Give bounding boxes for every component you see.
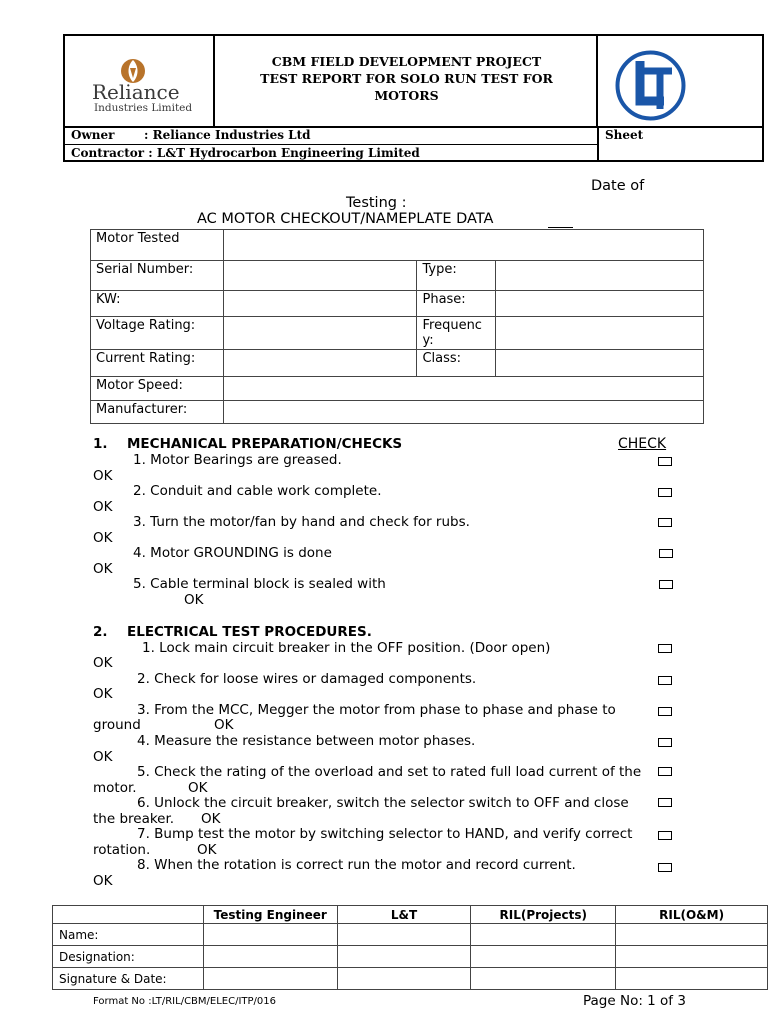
mech-item-4: 4. Motor GROUNDING is done xyxy=(133,545,332,561)
signoff-row-designation: Designation: xyxy=(53,946,204,968)
elec-item-4-checkbox[interactable] xyxy=(658,738,672,747)
current-rating-field[interactable] xyxy=(223,350,417,377)
main-title: AC MOTOR CHECKOUT/NAMEPLATE DATA xyxy=(197,211,494,227)
mech-item-2-checkbox[interactable] xyxy=(658,488,672,497)
elec-item-2-ok: OK xyxy=(93,686,113,702)
mech-item-3: 3. Turn the motor/fan by hand and check for rubs. xyxy=(133,514,470,530)
serial-number-label: Serial Number: xyxy=(91,261,224,291)
elec-item-8: 8. When the rotation is correct run the motor and record current. xyxy=(137,857,576,873)
signoff-cell[interactable] xyxy=(337,924,471,946)
elec-item-7-rotation: rotation. xyxy=(93,842,151,858)
signoff-cell[interactable] xyxy=(203,924,337,946)
elec-item-4-ok: OK xyxy=(93,749,113,765)
sheet-label: Sheet xyxy=(605,128,644,142)
signoff-cell[interactable] xyxy=(337,946,471,968)
elec-item-3-checkbox[interactable] xyxy=(658,707,672,716)
header-divider-owner xyxy=(63,144,598,145)
frequency-label-line-2: y: xyxy=(422,333,434,348)
signoff-col-ril-projects: RIL(Projects) xyxy=(471,906,616,924)
signoff-cell[interactable] xyxy=(203,968,337,990)
type-field[interactable] xyxy=(496,261,704,291)
motor-tested-label: Motor Tested xyxy=(91,230,224,261)
mech-item-1: 1. Motor Bearings are greased. xyxy=(133,452,342,468)
section1-number: 1. xyxy=(93,436,108,452)
signoff-cell[interactable] xyxy=(337,968,471,990)
elec-item-1-checkbox[interactable] xyxy=(658,644,672,653)
manufacturer-field[interactable] xyxy=(223,401,703,424)
class-field[interactable] xyxy=(496,350,704,377)
elec-item-6-ok: OK xyxy=(201,811,221,827)
signoff-cell[interactable] xyxy=(471,946,616,968)
page-number: Page No: 1 of 3 xyxy=(583,993,686,1009)
signoff-cell[interactable] xyxy=(616,924,768,946)
class-label: Class: xyxy=(417,350,496,377)
date-label-line-2: Testing : xyxy=(346,195,407,211)
frequency-label xyxy=(417,317,496,350)
lt-logo-icon xyxy=(614,49,687,122)
elec-item-8-ok: OK xyxy=(93,873,113,889)
phase-label: Phase: xyxy=(417,291,496,317)
elec-item-2-checkbox[interactable] xyxy=(658,676,672,685)
elec-item-7: 7. Bump test the motor by switching selector to HAND, and verify correct xyxy=(137,826,633,842)
elec-item-7-checkbox[interactable] xyxy=(658,831,672,840)
date-label-line-1: Date of xyxy=(591,178,645,194)
mech-item-2: 2. Conduit and cable work complete. xyxy=(133,483,382,499)
report-title-line-3: MOTORS xyxy=(374,88,439,103)
check-column-header: CHECK xyxy=(618,436,667,452)
elec-item-3: 3. From the MCC, Megger the motor from phase to phase and phase to xyxy=(137,702,616,718)
motor-tested-field[interactable] xyxy=(223,230,703,261)
elec-item-8-checkbox[interactable] xyxy=(658,863,672,872)
signoff-cell[interactable] xyxy=(203,946,337,968)
section1-title: MECHANICAL PREPARATION/CHECKS xyxy=(127,436,403,452)
mech-item-4-checkbox[interactable] xyxy=(659,549,673,558)
signoff-row-name: Name: xyxy=(53,924,204,946)
signoff-cell[interactable] xyxy=(471,924,616,946)
frequency-label-line-1: Frequenc xyxy=(422,318,482,333)
motor-speed-field[interactable] xyxy=(223,377,703,401)
signoff-table xyxy=(52,905,768,990)
current-rating-label: Current Rating: xyxy=(91,350,224,377)
sheet-divider xyxy=(597,126,599,162)
elec-item-3-ok: OK xyxy=(214,717,234,733)
mech-item-4-ok: OK xyxy=(93,561,113,577)
voltage-rating-label: Voltage Rating: xyxy=(91,317,224,350)
elec-item-6: 6. Unlock the circuit breaker, switch the selector switch to OFF and close xyxy=(137,795,629,811)
elec-item-5: 5. Check the rating of the overload and set to rated full load current of the xyxy=(137,764,642,780)
elec-item-5-checkbox[interactable] xyxy=(658,767,672,776)
frequency-field[interactable] xyxy=(496,317,704,350)
nameplate-table xyxy=(90,229,704,424)
kw-field[interactable] xyxy=(223,291,417,317)
format-number: Format No :LT/RIL/CBM/ELEC/ITP/016 xyxy=(93,996,277,1007)
main-title-underline xyxy=(548,227,573,228)
mech-item-2-ok: OK xyxy=(93,499,113,515)
elec-item-7-ok: OK xyxy=(197,842,217,858)
owner-value: : Reliance Industries Ltd xyxy=(144,128,311,142)
elec-item-5-ok: OK xyxy=(188,780,208,796)
contractor-text: Contractor : L&T Hydrocarbon Engineering Limited xyxy=(71,146,420,160)
mech-item-3-checkbox[interactable] xyxy=(658,518,672,527)
elec-item-1-ok: OK xyxy=(93,655,113,671)
motor-speed-label: Motor Speed: xyxy=(91,377,224,401)
elec-item-6-checkbox[interactable] xyxy=(658,798,672,807)
signoff-cell[interactable] xyxy=(616,946,768,968)
elec-item-4: 4. Measure the resistance between motor phases. xyxy=(137,733,476,749)
signoff-row-signature-date: Signature & Date: xyxy=(53,968,204,990)
company-subtitle: Industries Limited xyxy=(94,102,193,114)
kw-label: KW: xyxy=(91,291,224,317)
mech-item-1-ok: OK xyxy=(93,468,113,484)
serial-number-field[interactable] xyxy=(223,261,417,291)
signoff-col-ril-om: RIL(O&M) xyxy=(616,906,768,924)
section2-title: ELECTRICAL TEST PROCEDURES. xyxy=(127,624,372,640)
owner-label: Owner xyxy=(71,128,115,142)
elec-item-3-ground: ground xyxy=(93,717,141,733)
report-title-line-1: CBM FIELD DEVELOPMENT PROJECT xyxy=(271,54,542,69)
signoff-corner-cell xyxy=(53,906,204,924)
elec-item-6-breaker: the breaker. xyxy=(93,811,175,827)
voltage-rating-field[interactable] xyxy=(223,317,417,350)
signoff-cell[interactable] xyxy=(616,968,768,990)
signoff-cell[interactable] xyxy=(471,968,616,990)
manufacturer-label: Manufacturer: xyxy=(91,401,224,424)
mech-item-5: 5. Cable terminal block is sealed with xyxy=(133,576,386,592)
mech-item-5-checkbox[interactable] xyxy=(659,580,673,589)
phase-field[interactable] xyxy=(496,291,704,317)
elec-item-1: 1. Lock main circuit breaker in the OFF position. (Door open) xyxy=(142,640,551,656)
elec-item-2: 2. Check for loose wires or damaged components. xyxy=(137,671,477,687)
signoff-col-testing-engineer: Testing Engineer xyxy=(203,906,337,924)
mech-item-3-ok: OK xyxy=(93,530,113,546)
section2-number: 2. xyxy=(93,624,108,640)
mech-item-1-checkbox[interactable] xyxy=(658,457,672,466)
elec-item-5-motor: motor. xyxy=(93,780,137,796)
company-name: Reliance xyxy=(92,80,180,104)
report-title-line-2: TEST REPORT FOR SOLO RUN TEST FOR xyxy=(260,71,553,86)
mech-item-5-ok: OK xyxy=(184,592,204,608)
type-label: Type: xyxy=(417,261,496,291)
signoff-col-lt: L&T xyxy=(337,906,471,924)
